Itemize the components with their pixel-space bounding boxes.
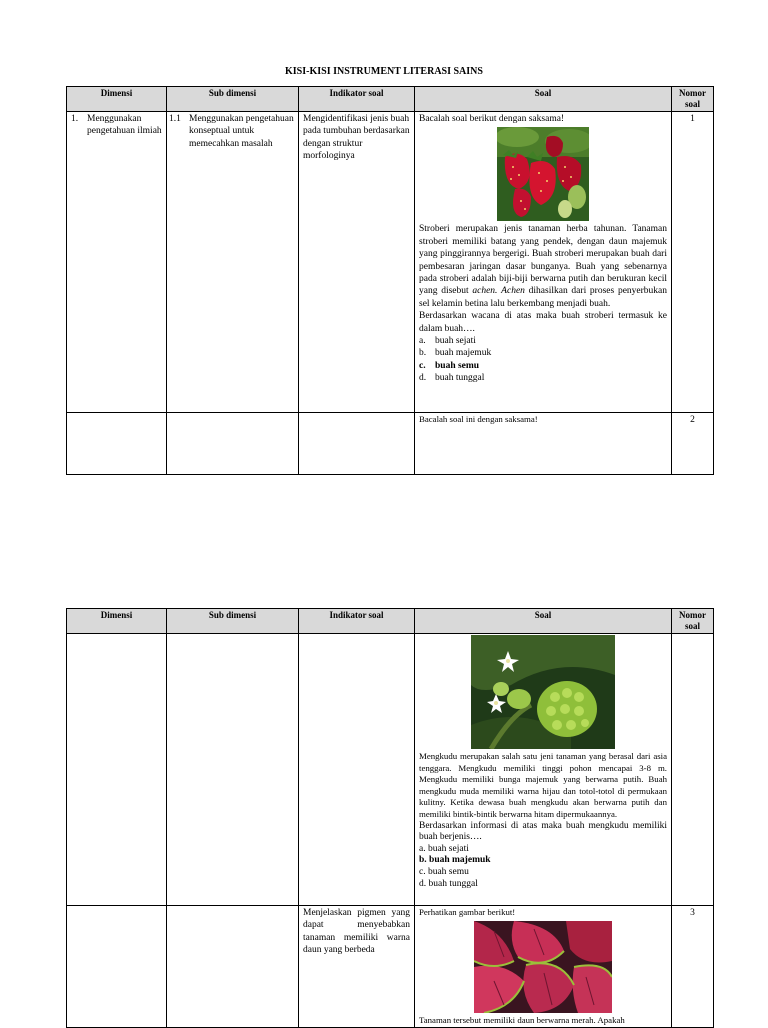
cell-nomor: 1 — [672, 112, 714, 413]
red-leaves-image — [474, 921, 612, 1013]
noni-fruit-image — [471, 635, 615, 749]
header-soal: Soal — [415, 87, 672, 112]
option-c: c. buah semu — [419, 866, 469, 877]
kisi-table-2 — [66, 608, 714, 1028]
table-row — [67, 634, 714, 906]
option-d: d. buah tunggal — [419, 878, 478, 889]
header-dimensi: Dimensi — [67, 609, 167, 634]
table-row — [67, 906, 714, 1028]
cell-sub-dimensi — [167, 634, 299, 906]
cell-dimensi — [67, 634, 167, 906]
answer-options — [419, 844, 667, 890]
cell-dimensi — [67, 906, 167, 1028]
soal-passage: Mengkudu merupakan salah satu jeni tanaman yang berasal dari asia tenggara. Mengkudu memiliki tinggi pohon mencapai 3-8 m. Mengkudu memiliki bunga majemuk yang berwarna putih. Buah mengkudu muda memiliki warna hijau dan totol-totol di permukaan kulitny. Ketika dewasa buah mengkudu akan berwarna putih dan memiliki bintik-bintik berwarna hitam dipermukaannya. — [419, 751, 667, 819]
cell-dimensi — [67, 413, 167, 475]
cell-soal — [415, 112, 672, 413]
header-nomor: Nomor soal — [672, 609, 714, 634]
table-header-row — [67, 609, 714, 634]
cell-nomor: 2 — [672, 413, 714, 475]
cell-indikator: Menjelaskan pigmen yang dapat menyebabkan tanaman memiliki warna daun yang berbeda — [299, 906, 415, 1028]
table-row — [67, 112, 714, 413]
cell-soal — [415, 906, 672, 1028]
option-a: a. buah sejati — [419, 843, 469, 854]
document-title: KISI-KISI INSTRUMENT LITERASI SAINS — [285, 66, 483, 77]
soal-intro: Bacalah soal ini dengan saksama! — [419, 414, 538, 424]
answer-options — [419, 335, 667, 385]
option-a: a. buah sejati — [419, 336, 476, 347]
cell-sub-dimensi — [167, 906, 299, 1028]
header-sub-dimensi: Sub dimensi — [167, 87, 299, 112]
cell-indikator — [299, 413, 415, 475]
cell-nomor: 3 — [672, 906, 714, 1028]
option-b-correct: b. buah majemuk — [419, 855, 491, 866]
soal-passage: Stroberi merupakan jenis tanaman herba tahunan. Tanaman stroberi memiliki batang yang pendek, dengan daun majemuk yang pinggirannya bergerigi. Buah stroberi merupakan buah dari pembesaran jaringan dasar bunganya. Buah yang sebenarnya pada stroberi adalah biji-biji berwarna putih dan berukuran kecil yang disebut achen. Achen dihasilkan dari proses penyerbukan sel kelamin betina lalu berkembang menjadi buah. — [419, 224, 668, 309]
cell-sub-dimensi: 1.1 Menggunakan pengetahuan konseptual untuk memecahkan masalah — [167, 112, 299, 413]
header-indikator: Indikator soal — [299, 609, 415, 634]
cell-dimensi: 1. Menggunakan pengetahuan ilmiah — [67, 112, 167, 413]
cell-indikator — [299, 634, 415, 906]
header-nomor: Nomor soal — [672, 87, 714, 112]
cell-indikator: Mengidentifikasi jenis buah pada tumbuhan berdasarkan dengan struktur morfologinya — [299, 112, 415, 413]
cell-soal — [415, 634, 672, 906]
cell-nomor — [672, 634, 714, 906]
soal-intro: Bacalah soal berikut dengan saksama! — [419, 114, 565, 124]
soal-passage: Tanaman tersebut memiliki daun berwarna merah. Apakah — [419, 1014, 625, 1025]
strawberry-image — [497, 127, 589, 221]
soal-question: Berdasarkan wacana di atas maka buah stroberi termasuk ke dalam buah…. — [419, 311, 667, 334]
option-c-correct: c. buah semu — [419, 360, 480, 371]
soal-intro: Perhatikan gambar berikut! — [419, 907, 516, 917]
option-b: b. buah majemuk — [419, 348, 492, 359]
header-sub-dimensi: Sub dimensi — [167, 609, 299, 634]
table-row — [67, 413, 714, 475]
header-indikator: Indikator soal — [299, 87, 415, 112]
cell-sub-dimensi — [167, 413, 299, 475]
table-header-row — [67, 87, 714, 112]
soal-question: Berdasarkan informasi di atas maka buah mengkudu memiliki buah berjenis…. — [419, 820, 667, 843]
header-soal: Soal — [415, 609, 672, 634]
header-dimensi: Dimensi — [67, 87, 167, 112]
kisi-table-1 — [66, 86, 714, 475]
option-d: d. buah tunggal — [419, 373, 485, 384]
cell-soal — [415, 413, 672, 475]
